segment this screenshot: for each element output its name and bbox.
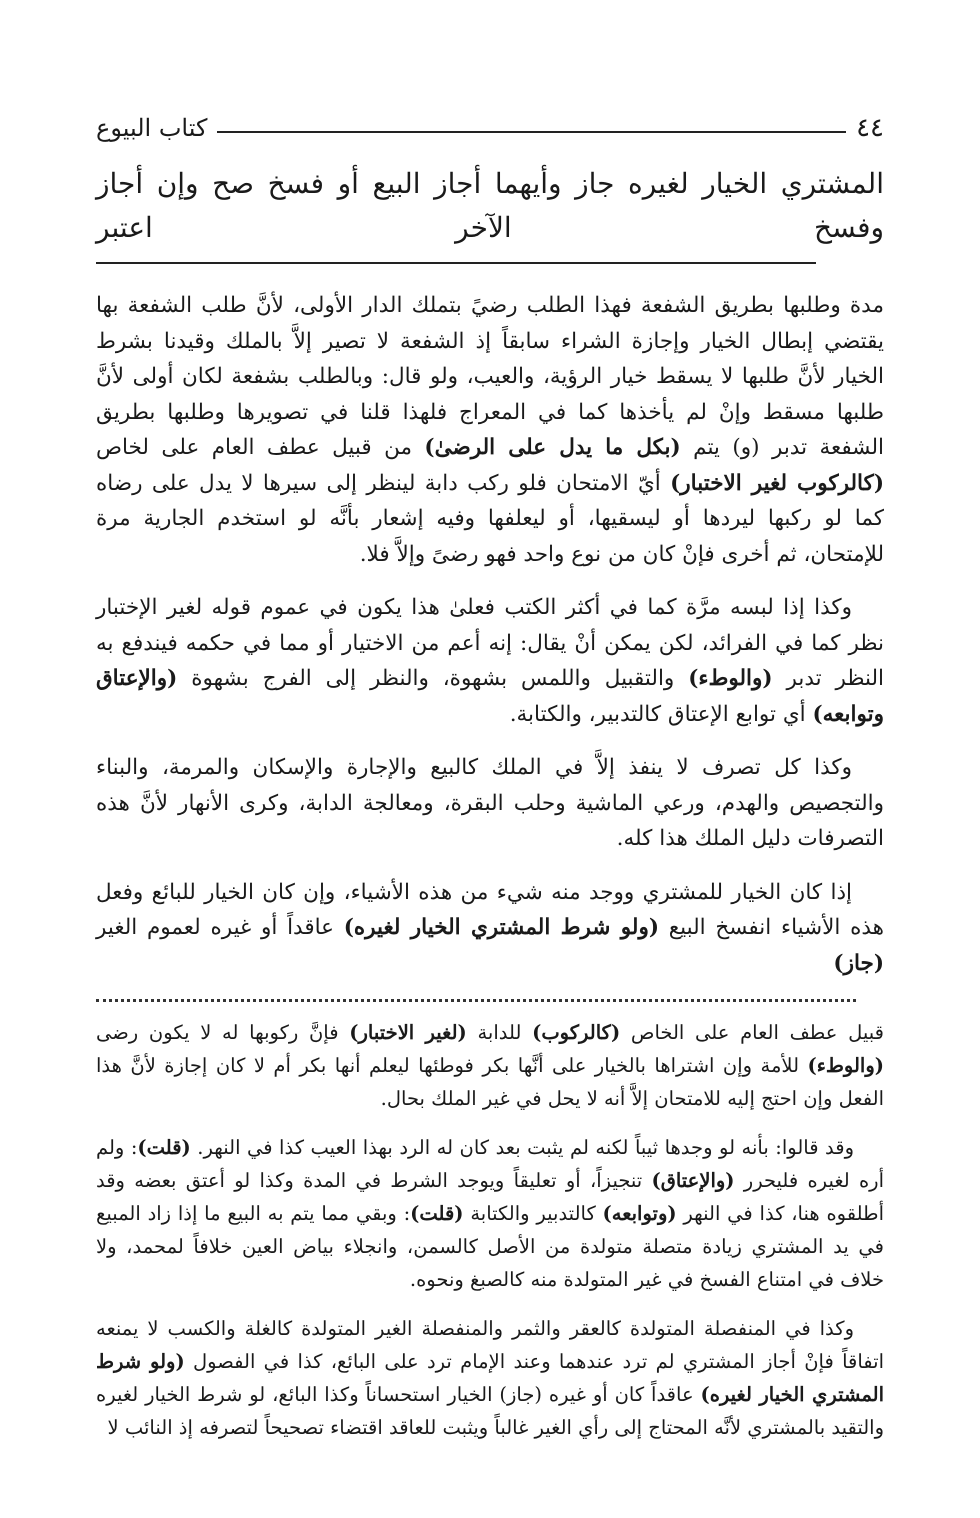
footnote-paragraph (96, 1312, 884, 1444)
text-run: والتقبيل واللمس بشهوة، والنظر إلى الفرج بشهوة (177, 666, 689, 691)
text-run: تنجيزاً، أو تعليقاً ويوجد الشرط في المدة وكذا لو أعتق بعضه وقد أطلقوه هنا، كذا في النهر (96, 1169, 884, 1225)
text-run: من قبيل عطف العام على لخاص (96, 435, 425, 460)
bold-quote: (جاز) (833, 950, 884, 976)
commentary-paragraph (96, 590, 884, 732)
bold-quote: (لغير الاختبار) (349, 1021, 467, 1044)
text-run: وكذا في المنفصلة المتولدة كالعقر والثمر والمنفصلة الغير المتولدة كالغلة والكسب لا يمنعه اتفاقاً فإنْ أجاز المشتري لم ترد عندهما وعند الإمام ترد على البائع، كذا في الفصول (96, 1317, 884, 1373)
page-header (96, 108, 884, 148)
text-run: أيّ الامتحان فلو ركب دابة لينظر إلى سيرها لا يدل على رضاه كما لو ركبها ليردها أو ليسقيها، أو ليعلفها وفيه إشعار بأنَّه لو استخدم الجارية مرة للإمتحان، ثم أخرى فإنْ كان من نوع واحد فهو رضىً وإلاَّ فلا. (96, 470, 884, 567)
bold-quote: (ولو شرط المشتري الخيار لغيره) (96, 1350, 884, 1406)
page-number: ٤٤ (856, 113, 884, 143)
text-run: إذا كان الخيار للمشتري ووجد منه شيء من هذه الأشياء، وإن كان الخيار للبائع وفعل هذه الأشياء انفسخ البيع (96, 879, 884, 940)
bold-quote: (قلت) (410, 1202, 464, 1225)
commentary-paragraph (96, 875, 884, 982)
bold-quote: (والإعتاق) (651, 1169, 735, 1192)
book-title: كتاب البيوع (96, 114, 208, 142)
commentary-paragraph: وكذا كل تصرف لا ينفذ إلاَّ في الملك كالبيع والإجارة والإسكان والمرمة، والبناء والتجصيص والهدم، ورعي الماشية وحلب البقرة، ومعالجة الدابة، وكرى الأنهار لأنَّ هذه التصرفات دليل الملك هذا كله. (96, 755, 885, 851)
text-run: أي توابع الإعتاق كالتدبير، والكتابة. (509, 701, 813, 727)
bold-quote: (والوطء) (688, 666, 773, 691)
text-run: : وبقي مما يتم به البيع ما إذا زاد المبيع في يد المشتري زيادة متصلة متولدة من الأصل كالسمن، وانجلاء بياض العين خلافاً لمحمد، ولا خلاف في امتناع الفسخ في غير المتولدة منه كالصبغ ونحوه. (96, 1202, 885, 1291)
footnote-section (96, 1016, 884, 1444)
header-rule (217, 131, 846, 133)
commentary-paragraph (96, 288, 884, 572)
bold-quote: (والوطء) (807, 1054, 884, 1077)
bold-quote: (كالركوب) (532, 1021, 621, 1044)
footnote-paragraph (96, 1131, 884, 1296)
text-run: : ولم أره لغيره فليحرر (96, 1136, 885, 1192)
main-text-separator (96, 262, 816, 264)
bold-quote: (وتوابعه) (602, 1202, 677, 1225)
text-run: قبيل عطف العام على الخاص (620, 1021, 884, 1044)
text-run: كالتدبير والكتابة (463, 1202, 603, 1225)
main-text-line: المشتري الخيار لغيره جاز وأيهما أجاز البيع أو فسخ صح وإن أجاز وفسخ الآخر اعتبر (96, 167, 884, 244)
text-run: مدة وطلبها بطريق الشفعة فهذا الطلب رضيً بتملك الدار الأولى، لأنَّ طلب الشفعة بها يقتضي إبطال الخيار وإجازة الشراء سابقاً إذ الشفعة لا تصير إلاَّ بالملك وقيدنا بشرط الخيار لأنَّ طلبها لا يسقط خيار الرؤية، والعيب، ولو قال: وبالطلب بشفعة لكان أولى لأنَّ طلبها مسقط وإنْ لم يأخذها كما في المعراج فلهذا قلنا في تصويرها وطلبها بطريق الشفعة تدبر (و) يتم (96, 293, 885, 460)
bold-quote: (والإعتاق وتوابعه) (96, 666, 884, 727)
bold-quote: (بكل ما يدل على الرضىٰ) (424, 435, 681, 460)
text-run: وقد قالوا: بأنه لو وجدها ثيباً لكنه لم يثبت بعد كان له الرد بهذا العيب كذا في النهر. (190, 1136, 854, 1159)
text-run: عاقداً أو غيره لعموم الغير (96, 915, 344, 940)
footnote-paragraph (96, 1016, 884, 1115)
bold-quote: (قلت) (137, 1136, 191, 1159)
text-run: عاقداً كان أو غيره (جاز) الخيار استحساناً وكذا البائع، لو شرط الخيار لغيره والتقيد بالمشتري لأنَّه المحتاج إلى رأي الغير غالباً ويثبت للعاقد اقتضاء تصحيحاً لتصرفه إذ النائب لا (96, 1383, 884, 1439)
bold-quote: (كالركوب لغير الاختبار) (670, 470, 884, 496)
text-run: للأمة وإن اشتراها بالخيار على أنَّها بكر فوطئها ليعلم أنها بكر أم لا كان إجازة لأنَّ هذا الفعل وإن احتج إليه للامتحان إلاَّ أنه لا يحل في غير الملك بحال. (96, 1054, 884, 1110)
commentary-section (96, 288, 884, 981)
bold-quote: (ولو شرط المشتري الخيار لغيره) (343, 915, 659, 940)
text-run: للدابة (466, 1021, 533, 1044)
dotted-separator (96, 999, 856, 1002)
text-run: فإنَّ ركوبها له لا يكون رضى (96, 1021, 350, 1044)
text-run: وكذا إذا لبسه مرَّة كما في أكثر الكتب فعلىٰ هذا يكون في عموم قوله لغير الإختبار نظر كما في الفرائد، لكن يمكن أنْ يقال: إنه أعم من الاختيار أو مما في حكمه فيندفع به النظر تدبر (96, 595, 884, 691)
